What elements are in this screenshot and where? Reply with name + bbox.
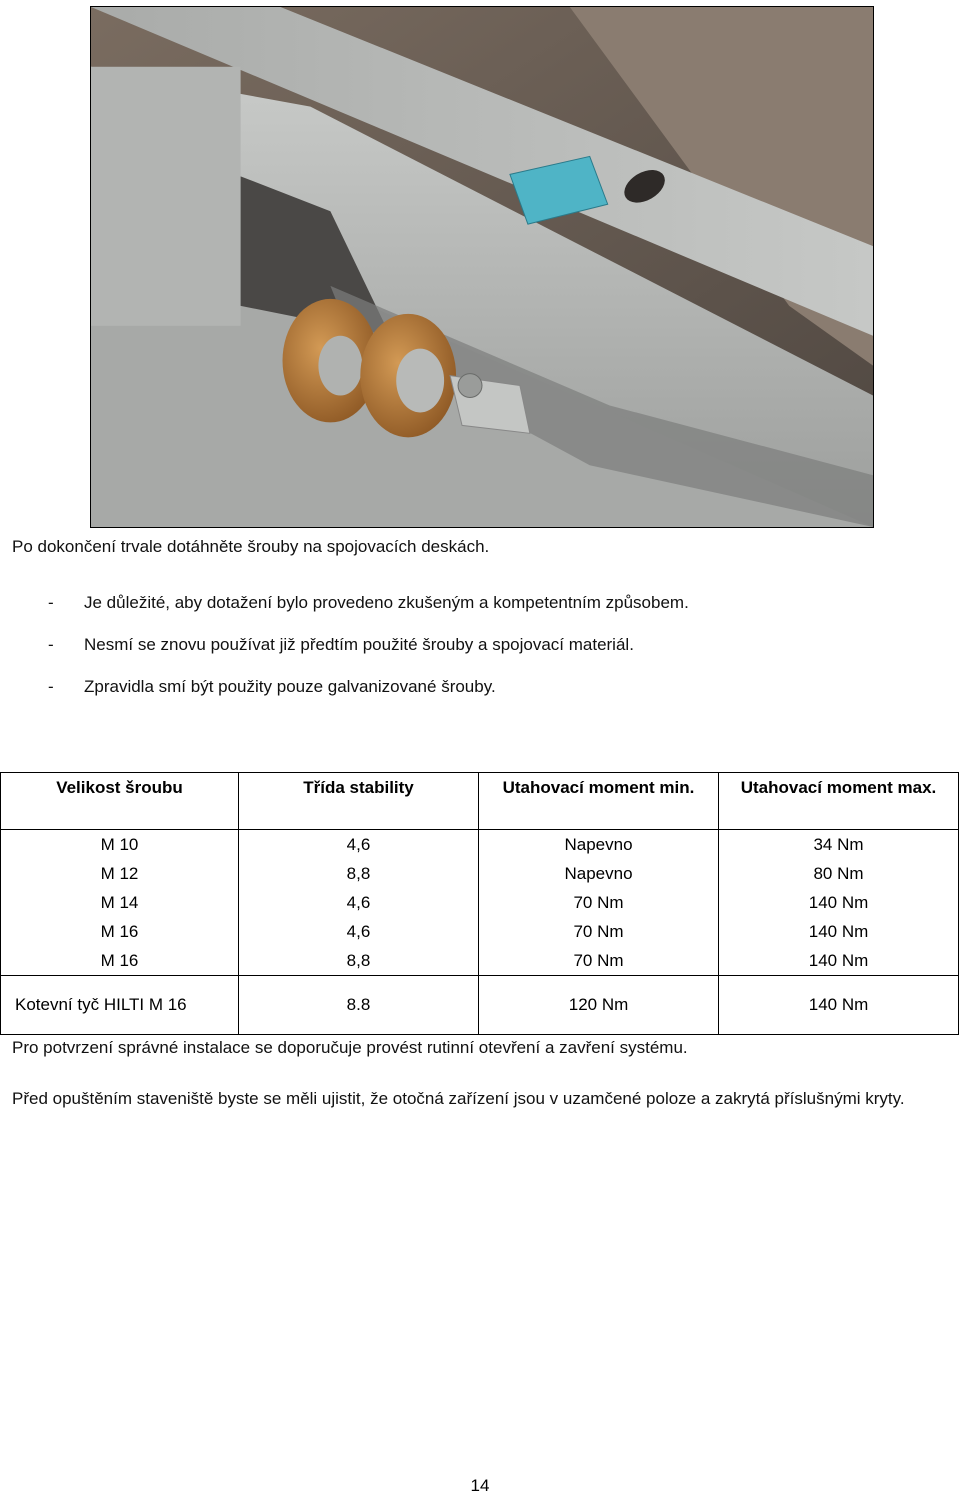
list-item-text: Je důležité, aby dotažení bylo provedeno zkušeným a kompetentním způsobem. [84,593,689,612]
list-item-text: Zpravidla smí být použity pouze galvanizované šrouby. [84,677,496,696]
list-item-text: Nesmí se znovu používat již předtím použité šrouby a spojovací materiál. [84,635,634,654]
table-cell: 140 Nm [719,917,959,946]
table-cell: 140 Nm [719,888,959,917]
table-cell: 8,8 [239,946,479,976]
table-cell: M 12 [1,859,239,888]
table-cell: 140 Nm [719,976,959,1035]
table-cell: 4,6 [239,917,479,946]
table-cell: M 16 [1,946,239,976]
table-cell: 70 Nm [479,946,719,976]
table-row [1,946,959,976]
left-frame [91,67,241,326]
header-torque-min: Utahovací moment min. [479,773,719,830]
table-cell: 120 Nm [479,976,719,1035]
table-cell: 4,6 [239,830,479,860]
table-cell: 70 Nm [479,888,719,917]
list-item [40,675,689,717]
table-cell: M 10 [1,830,239,860]
table-cell: 8,8 [239,859,479,888]
bullet-dash: - [48,635,54,654]
bolt [458,374,482,398]
paragraph-site-leave: Před opuštěním staveniště byste se měli ujistit, že otočná zařízení jsou v uzamčené poloze a zakrytá příslušnými kryty. [12,1089,905,1108]
table-cell: 80 Nm [719,859,959,888]
table-cell: Napevno [479,859,719,888]
header-torque-max: Utahovací moment max. [719,773,959,830]
table-cell: M 16 [1,917,239,946]
photo-rail-rollers [90,6,874,528]
table-cell: Napevno [479,830,719,860]
header-stability-class: Třída stability [239,773,479,830]
bullet-dash: - [48,677,54,696]
table-cell: 4,6 [239,888,479,917]
table-row [1,888,959,917]
roller-2-hub [396,349,444,413]
header-bolt-size: Velikost šroubu [1,773,239,830]
table-cell: 70 Nm [479,917,719,946]
page-number: 14 [470,1476,490,1495]
torque-table [0,772,959,1035]
table-cell: 8.8 [239,976,479,1035]
table-cell: 34 Nm [719,830,959,860]
roller-1-hub [318,336,362,396]
table-row-anchor-rod [1,976,959,1035]
table-cell: M 14 [1,888,239,917]
list-item [40,591,689,633]
table-row [1,830,959,860]
intro-text: Po dokončení trvale dotáhněte šrouby na spojovacích deskách. [12,537,490,556]
table-row [1,859,959,888]
instruction-list [40,591,689,717]
table-cell: 140 Nm [719,946,959,976]
paragraph-routine-check: Pro potvrzení správné instalace se doporučuje provést rutinní otevření a zavření systému. [12,1038,688,1057]
table-cell: Kotevní tyč HILTI M 16 [1,976,239,1035]
galvanized-steel-rail-with-rollers-photo [91,7,873,527]
table-row [1,917,959,946]
table-header-row [1,773,959,830]
bullet-dash: - [48,593,54,612]
list-item [40,633,689,675]
